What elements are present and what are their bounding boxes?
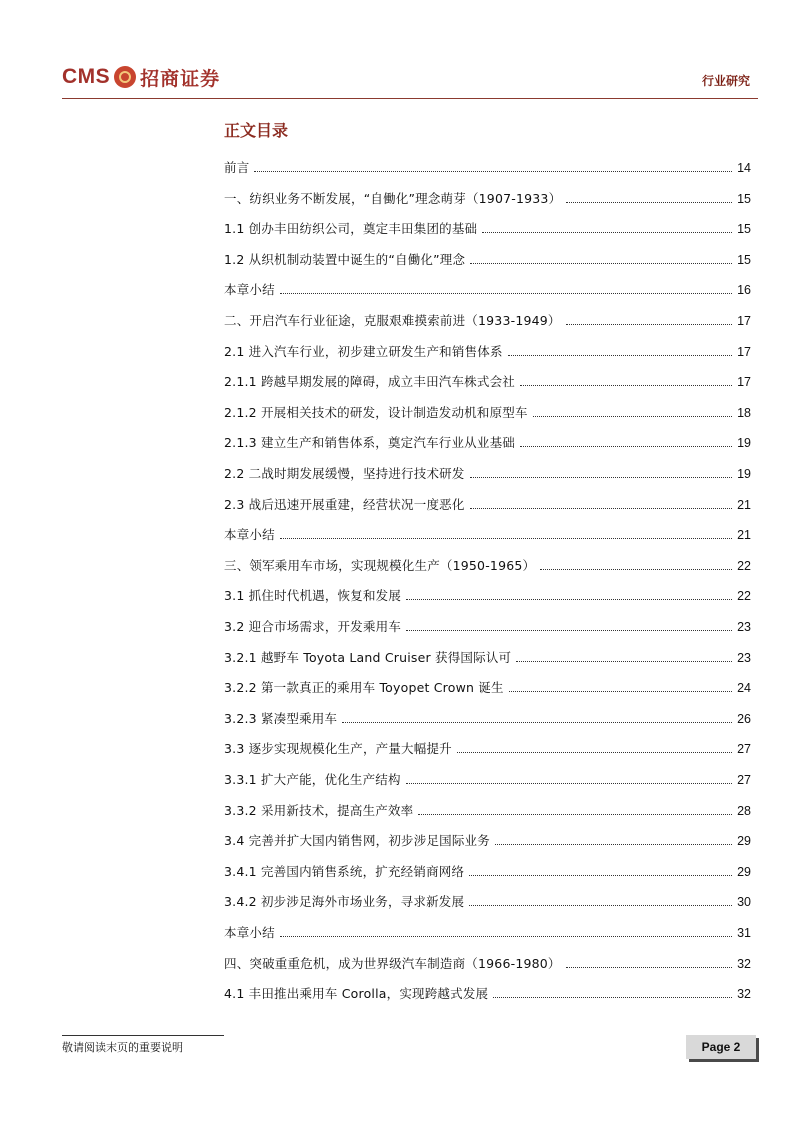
- toc-entry-title: 前言: [224, 160, 250, 175]
- toc-dot-leader: [406, 598, 732, 600]
- toc-dot-leader: [516, 660, 732, 662]
- toc-entry[interactable]: [224, 676, 751, 696]
- toc-entry-page: 14: [737, 161, 751, 175]
- toc-dot-leader: [280, 537, 732, 539]
- toc-entry[interactable]: [224, 278, 751, 298]
- toc-entry-page: 21: [737, 497, 751, 512]
- toc-entry-page: 29: [737, 834, 751, 849]
- toc-entry-page: 21: [737, 528, 751, 543]
- toc-entry[interactable]: [224, 615, 751, 635]
- toc-dot-leader: [406, 629, 732, 631]
- toc-entry[interactable]: [224, 431, 751, 451]
- toc-title: 正文目录: [224, 121, 289, 140]
- footer-divider: [62, 1035, 224, 1036]
- toc-entry[interactable]: [224, 860, 751, 880]
- toc-dot-leader: [520, 445, 732, 447]
- toc-entry[interactable]: [224, 248, 751, 268]
- toc-dot-leader: [533, 415, 732, 417]
- toc-dot-leader: [406, 782, 732, 784]
- toc-entry[interactable]: [224, 707, 751, 727]
- report-category: 行业研究: [701, 74, 750, 88]
- page-header: [62, 58, 758, 98]
- toc-entry-title: 2.2 二战时期发展缓慢，坚持进行技术研发: [224, 466, 465, 481]
- toc-entry-page: 19: [737, 467, 751, 481]
- toc-dot-leader: [418, 813, 732, 815]
- toc-entry[interactable]: [224, 340, 751, 360]
- toc-dot-leader: [470, 476, 733, 478]
- logo-seal-icon: [114, 66, 136, 88]
- toc-entry-page: 15: [737, 191, 751, 206]
- toc-entry-title: 3.4.2 初步涉足海外市场业务，寻求新发展: [224, 894, 465, 910]
- toc-entry-page: 22: [737, 589, 751, 604]
- toc-entry-title: 3.2.1 越野车 Toyota Land Cruiser 获得国际认可: [224, 649, 512, 665]
- toc-dot-leader: [280, 292, 732, 294]
- toc-entry-title: 本章小结: [224, 282, 275, 298]
- toc-dot-leader: [566, 201, 732, 203]
- toc-entry-page: 27: [737, 773, 751, 787]
- toc-dot-leader: [254, 170, 732, 172]
- toc-entry[interactable]: [224, 554, 751, 574]
- toc-dot-leader: [470, 262, 732, 264]
- toc-dot-leader: [493, 996, 732, 998]
- toc-dot-leader: [495, 843, 732, 845]
- toc-entry-title: 3.4 完善并扩大国内销售网，初步涉足国际业务: [224, 833, 490, 849]
- toc-entry-page: 27: [737, 742, 751, 757]
- toc-entry-title: 四、突破重重危机，成为世界级汽车制造商（1966-1980）: [224, 955, 561, 971]
- cms-logo: [62, 64, 220, 90]
- toc-entry-page: 17: [737, 314, 751, 328]
- toc-entry-page: 16: [737, 283, 751, 298]
- toc-entry-page: 28: [737, 803, 751, 818]
- header-divider: [62, 98, 758, 99]
- footer-disclaimer: 敬请阅读末页的重要说明: [62, 1041, 183, 1054]
- toc-entry[interactable]: [224, 401, 751, 421]
- toc-dot-leader: [520, 384, 732, 386]
- toc-entry-title: 3.1 抓住时代机遇，恢复和发展: [224, 588, 402, 604]
- toc-entry-page: 15: [737, 222, 751, 237]
- logo-text: CMS: [62, 65, 111, 88]
- toc-entry[interactable]: [224, 921, 751, 941]
- toc-entry-title: 本章小结: [224, 527, 275, 543]
- toc-entry-page: 32: [737, 987, 751, 1002]
- toc-entry-title: 2.1.2 开展相关技术的研发，设计制造发动机和原型车: [224, 404, 528, 420]
- toc-entry[interactable]: [224, 799, 751, 819]
- toc-entry-title: 3.3.1 扩大产能，优化生产结构: [224, 772, 401, 787]
- toc-entry-title: 3.2 迎合市场需求，开发乘用车: [224, 619, 402, 634]
- toc-entry-title: 三、领军乘用车市场，实现规模化生产（1950-1965）: [224, 557, 536, 573]
- toc-entry[interactable]: [224, 584, 751, 604]
- toc-entry-page: 23: [737, 650, 751, 665]
- toc-entry-title: 1.1 创办丰田纺织公司，奠定丰田集团的基础: [224, 221, 478, 237]
- toc-entry[interactable]: [224, 217, 751, 237]
- toc-entry[interactable]: [224, 646, 751, 666]
- toc-entry-title: 4.1 丰田推出乘用车 Corolla，实现跨越式发展: [224, 986, 489, 1002]
- toc-entry[interactable]: [224, 187, 751, 207]
- toc-entry-page: 31: [737, 926, 751, 940]
- toc-dot-leader: [280, 935, 732, 937]
- toc-entry[interactable]: [224, 370, 751, 390]
- logo-chinese-name: 招商证券: [140, 67, 221, 90]
- toc-entry-page: 24: [737, 681, 751, 696]
- toc-entry-title: 3.4.1 完善国内销售系统，扩充经销商网络: [224, 863, 465, 879]
- toc-dot-leader: [469, 874, 732, 876]
- toc-entry-page: 15: [737, 252, 751, 267]
- toc-entry-title: 3.3 逐步实现规模化生产，产量大幅提升: [224, 741, 452, 757]
- toc-entry-page: 30: [737, 895, 751, 910]
- toc-entry-page: 17: [737, 344, 751, 359]
- toc-entry-title: 2.3 战后迅速开展重建，经营状况一度恶化: [224, 496, 465, 512]
- toc-entry-title: 3.2.3 紧凑型乘用车: [224, 710, 338, 726]
- toc-dot-leader: [566, 323, 732, 325]
- toc-entry[interactable]: [224, 156, 751, 176]
- toc-entry[interactable]: [224, 829, 751, 849]
- toc-entry-title: 3.2.2 第一款真正的乘用车 Toyopet Crown 诞生: [224, 680, 504, 696]
- toc-entry-title: 一、纺织业务不断发展，“自働化”理念萌芽（1907-1933）: [224, 190, 562, 206]
- toc-entry-title: 二、开启汽车行业征途，克服艰难摸索前进（1933-1949）: [224, 313, 561, 328]
- toc-entry[interactable]: [224, 462, 751, 482]
- toc-entry-title: 2.1 进入汽车行业，初步建立研发生产和销售体系: [224, 343, 503, 359]
- toc-entry[interactable]: [224, 768, 751, 788]
- toc-entry[interactable]: [224, 309, 751, 329]
- page-number-badge: Page 2: [686, 1035, 756, 1059]
- toc-dot-leader: [469, 904, 732, 906]
- toc-entry[interactable]: [224, 737, 751, 757]
- toc-entry-page: 32: [737, 956, 751, 971]
- toc-entry-title: 2.1.1 跨越早期发展的障碍，成立丰田汽车株式会社: [224, 374, 515, 390]
- toc-entry-page: 26: [737, 711, 751, 726]
- toc-entry-page: 17: [737, 375, 751, 390]
- toc-entry[interactable]: [224, 952, 751, 972]
- toc-entry[interactable]: [224, 890, 751, 910]
- toc-entry-title: 1.2 从织机制动装置中诞生的“自働化”理念: [224, 251, 466, 267]
- toc-dot-leader: [457, 751, 732, 753]
- toc-entry-page: 23: [737, 620, 751, 634]
- toc-entry-page: 18: [737, 405, 751, 420]
- toc-entry[interactable]: [224, 493, 751, 513]
- toc-dot-leader: [482, 231, 732, 233]
- toc-entry-page: 22: [737, 558, 751, 573]
- toc-dot-leader: [508, 354, 732, 356]
- toc-entry[interactable]: [224, 982, 751, 1002]
- toc-dot-leader: [540, 568, 732, 570]
- toc-entry-title: 2.1.3 建立生产和销售体系，奠定汽车行业从业基础: [224, 435, 515, 451]
- toc-entry-title: 本章小结: [224, 925, 275, 940]
- toc-entry-title: 3.3.2 采用新技术，提高生产效率: [224, 802, 414, 818]
- toc-dot-leader: [566, 966, 732, 968]
- toc-entry[interactable]: [224, 523, 751, 543]
- toc-dot-leader: [470, 507, 733, 509]
- toc-dot-leader: [509, 690, 732, 692]
- toc-dot-leader: [342, 721, 732, 723]
- toc-entry-page: 19: [737, 436, 751, 451]
- toc-entry-page: 29: [737, 864, 751, 879]
